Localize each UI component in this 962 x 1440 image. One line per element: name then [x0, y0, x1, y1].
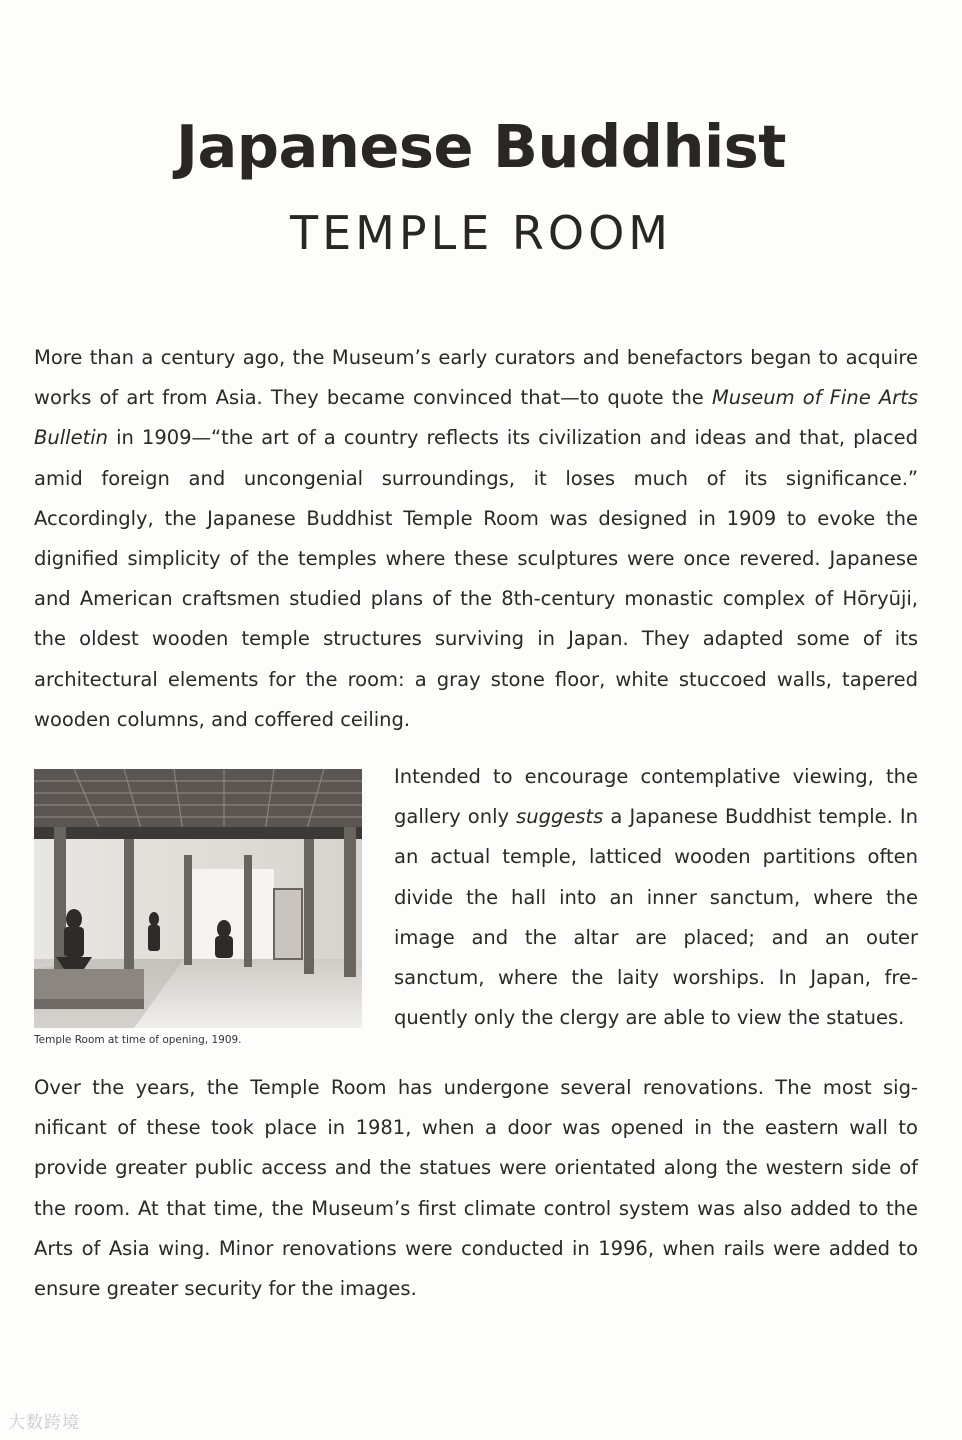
- suggests-emphasis: suggests: [516, 805, 604, 829]
- temple-room-photo-illustration: [34, 769, 362, 1028]
- intro-text-a: More than a century ago, the Museum’s early curators and benefactors began to acquire works of art from Asia. They became convinced that—to quote the: [34, 346, 918, 410]
- page-subtitle: TEMPLE ROOM: [290, 206, 672, 260]
- temple-room-photo: [34, 769, 362, 1028]
- page-title: Japanese Buddhist: [176, 112, 786, 181]
- watermark: [8, 1408, 80, 1433]
- viewing-text-a: Intended to encourage contemplative viewing, the gallery only: [394, 765, 918, 829]
- viewing-text-b: a Japanese Buddhist temple. In an actual temple, latticed wooden partitions often divide the hall into an inner sanctum, where the image and the altar are placed; and an outer sanctum, where the laity worships. In Japan, fre-quently only the clergy are able to view the statues.: [394, 805, 918, 1030]
- watermark-text: 大数跨境: [8, 1413, 80, 1433]
- intro-text-b: in 1909—“the art of a country reflects its civilization and ideas and that, placed amid foreign and uncongenial surroundings, it loses much of its significance.” Accordingly, the Japanese Buddhist Temple Room was designed in 1909 to evoke the dignified simplicity of the temples where these sculptures were once revered. Japanese and American craftsmen studied plans of the 8th-century monastic complex of Hōryūji, the oldest wooden temple structures surviving in Japan. They adapted some of its architectural elements for the room: a gray stone floor, white stuccoed walls, tapered wooden columns, and coffered ceiling.: [34, 426, 918, 731]
- renovations-paragraph: Over the years, the Temple Room has undergone several renovations. The most sig-nificant of these took place in 1981, when a door was opened in the eastern wall to provide greater public access and the statues were orientated along the western side of the room. At that time, the Museum’s first climate control system was also added to the Arts of Asia wing. Minor renovations were conducted in 1996, when rails were added to ensure greater security for the images.: [34, 1076, 918, 1301]
- bulletin-title: Museum of Fine Arts Bulletin: [34, 386, 918, 450]
- intro-paragraph: [34, 338, 918, 740]
- photo-caption: Temple Room at time of opening, 1909.: [34, 1034, 242, 1046]
- viewing-paragraph: [394, 757, 918, 1038]
